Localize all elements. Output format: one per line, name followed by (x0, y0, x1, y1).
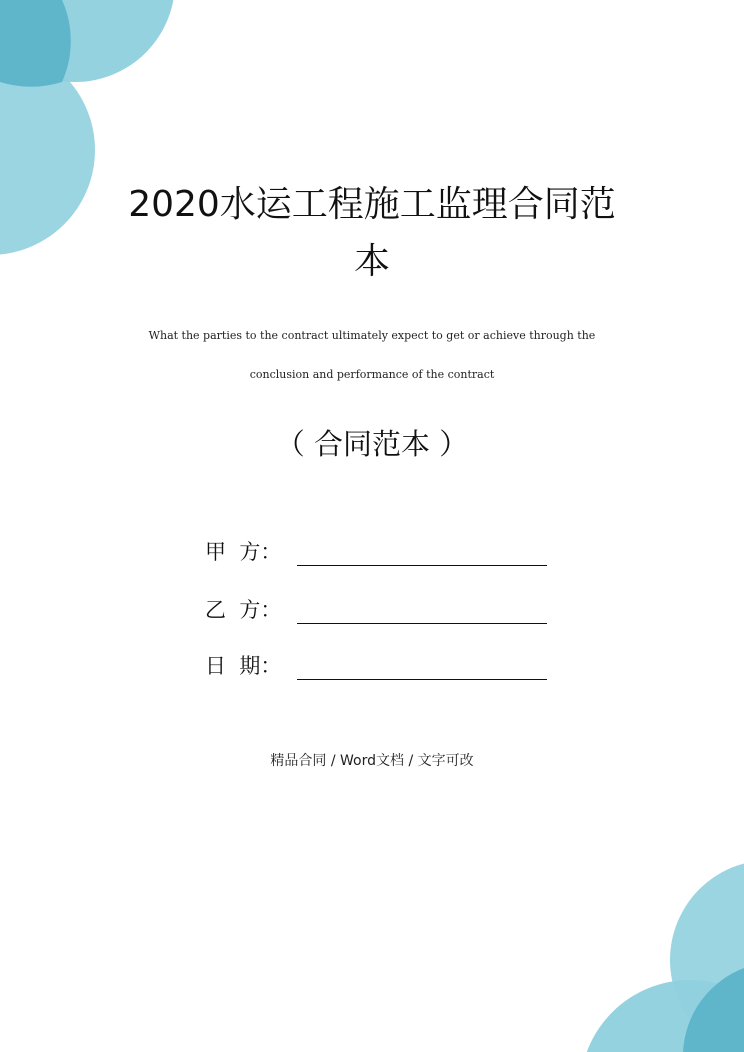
party-b-field (205, 592, 547, 624)
document-title-line-2: 本 (353, 241, 390, 282)
subtitle-line-1: What the parties to the contract ultimately expect to get or achieve through the (148, 329, 596, 342)
party-a-blank-line[interactable] (297, 539, 547, 566)
subtitle-line-2: conclusion and performance of the contract (249, 368, 495, 381)
document-type-label: （ 合同范本 ） (275, 427, 469, 461)
party-a-label: 甲 方： (205, 540, 282, 564)
document-title-line-1: 2020水运工程施工监理合同范 (128, 184, 616, 225)
date-label: 日 期： (205, 654, 282, 678)
party-a-field (205, 534, 547, 566)
date-field (205, 648, 547, 680)
party-b-blank-line[interactable] (297, 597, 547, 624)
footer-note: 精品合同 / Word文档 / 文字可改 (270, 753, 474, 769)
party-b-label: 乙 方： (205, 598, 282, 622)
date-blank-line[interactable] (297, 653, 547, 680)
bottom-right-decoration (580, 860, 744, 1052)
